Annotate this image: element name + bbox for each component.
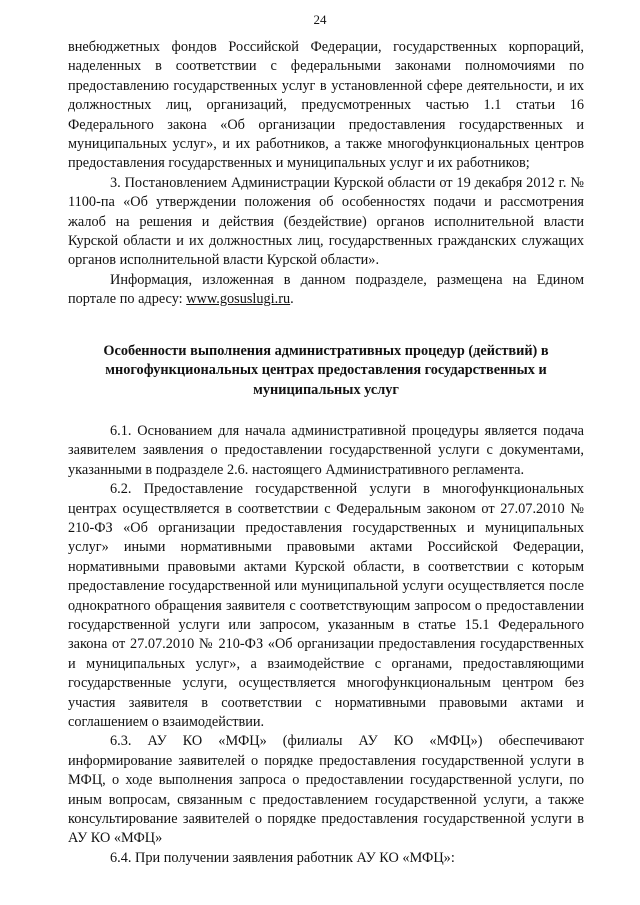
paragraph-6-2: 6.2. Предоставление государственной услуги в многофункциональных центрах осуществляется в соответствии с Федеральным законом от 27.07.2010 № 210-ФЗ «Об организации предоставления государственных и муниципальных услуг» иными нормативными правовыми актами Российской Федерации, нормативными правовыми актами Курской области, в соответствии с которым предоставление государственной или муниципальной услуги осуществляется после однократного обращения заявителя с соответствующим запросом о предоставлении государственной услуги или запросом, указанным в статье 15.1 Федерального закона от 27.07.2010 № 210-ФЗ «Об организации предоставления государственных и муниципальных услуг», а взаимодействие с органами, предоставляющими государственные услуги, осуществляется многофункциональным центром без участия заявителя в соответствии с нормативными правовыми актами и соглашением о взаимодействии. [68,481,584,730]
section-heading [88,342,564,400]
info-text-end: . [290,291,294,308]
paragraph-info [68,271,584,310]
document-body [68,38,584,868]
page-number: 24 [313,12,327,27]
paragraph-item-3: 3. Постановлением Администрации Курской области от 19 декабря 2012 г. № 1100-па «Об утверждении положения об особенностях подачи и рассмотрения жалоб на решения и действия (бездействие) органов исполнительной власти Курской области и их должностных лиц, государственных гражданских служащих органов исполнительной власти Курской области». [68,174,584,269]
paragraph-continuation: внебюджетных фондов Российской Федерации, государственных корпораций, наделенных в соответствии с федеральными законами полномочиями по предоставлению государственных услуг в установленной сфере деятельности, и их должностных лиц, организаций, предусмотренных частью 1.1 статьи 16 Федерального закона «Об организации предоставления государственных и муниципальных услуг», и их работников, а также многофункциональных центров предоставления государственных и муниципальных услуг и их работников; [68,39,584,172]
section-heading-line-3: муниципальных услуг [253,381,399,398]
paragraph-6-3: 6.3. АУ КО «МФЦ» (филиалы АУ КО «МФЦ») обеспечивают информирование заявителей о порядке предоставления государственной услуги в МФЦ, о ходе выполнения запроса о предоставлении государственной услуги, по иным вопросам, связанным с предоставлением государственной услуги, а также консультирование заявителей о порядке предоставления государственной услуги в АУ КО «МФЦ» [68,733,584,847]
section-heading-line-2: многофункциональных центрах предоставления государственных и [105,362,547,379]
paragraph-6-1: 6.1. Основанием для начала административной процедуры является подача заявителем заявления о предоставлении государственной услуги с документами, указанными в подразделе 2.6. настоящего Административного регламента. [68,422,584,478]
gosuslugi-link[interactable]: www.gosuslugi.ru [186,291,291,308]
paragraph-6-4: 6.4. При получении заявления работник АУ КО «МФЦ»: [110,849,455,866]
info-text: Информация, изложенная в данном подразделе, размещена на Едином портале по адресу: [68,271,584,308]
section-heading-line-1: Особенности выполнения административных процедур (действий) в [103,342,549,359]
